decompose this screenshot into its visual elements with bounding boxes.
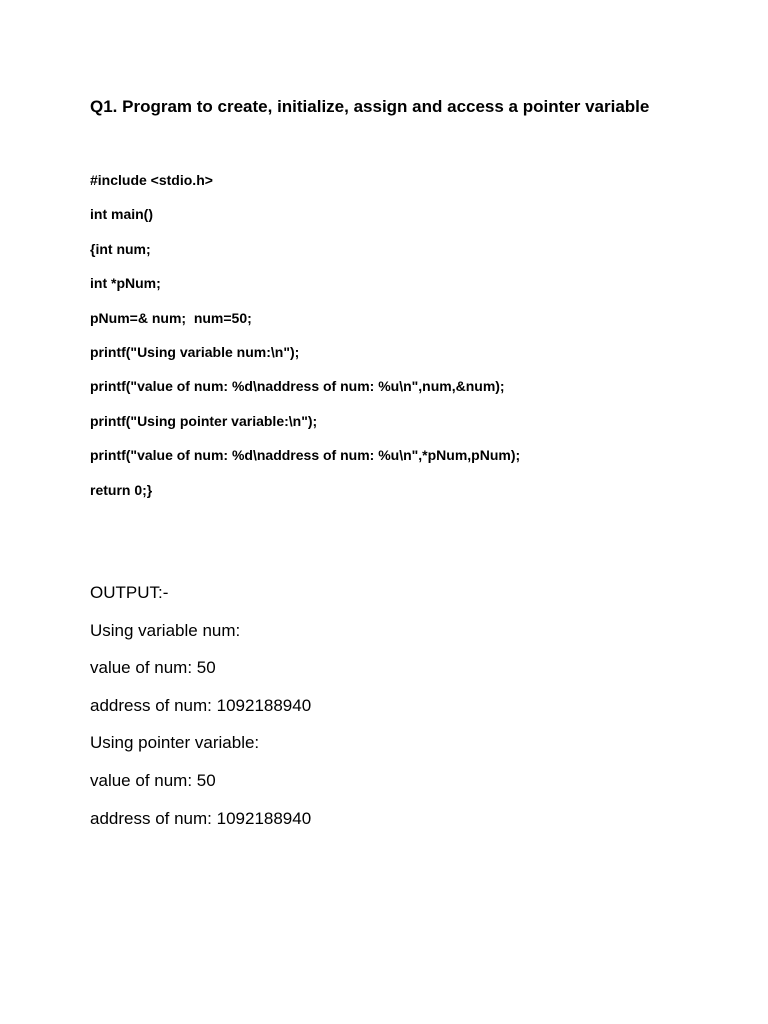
code-line: return 0;} (90, 481, 153, 498)
code-line: int *pNum; (90, 275, 161, 292)
output-block (90, 580, 311, 843)
code-line: #include <stdio.h> (90, 172, 213, 188)
code-line: printf("value of num: %d\naddress of num: %u\n",*pNum,pNum); (90, 447, 521, 464)
question-title: Q1. Program to create, initialize, assign and access a pointer variable (90, 97, 650, 116)
code-line: printf("Using variable num:\n"); (90, 343, 300, 360)
output-line: address of num: 1092188940 (90, 695, 312, 715)
code-line: printf("Using pointer variable:\n"); (90, 412, 318, 429)
output-line: Using pointer variable: (90, 733, 260, 753)
output-line: value of num: 50 (90, 770, 216, 790)
code-line: pNum=& num; num=50; (90, 309, 252, 326)
output-line: Using variable num: (90, 620, 241, 640)
output-line: address of num: 1092188940 (90, 808, 312, 828)
output-heading: OUTPUT:- (90, 583, 169, 602)
code-block (90, 170, 520, 514)
code-line: {int num; (90, 240, 151, 257)
code-line: printf("value of num: %d\naddress of num: %u\n",num,&num); (90, 378, 505, 395)
code-line: int main() (90, 206, 153, 223)
output-line: value of num: 50 (90, 658, 216, 678)
